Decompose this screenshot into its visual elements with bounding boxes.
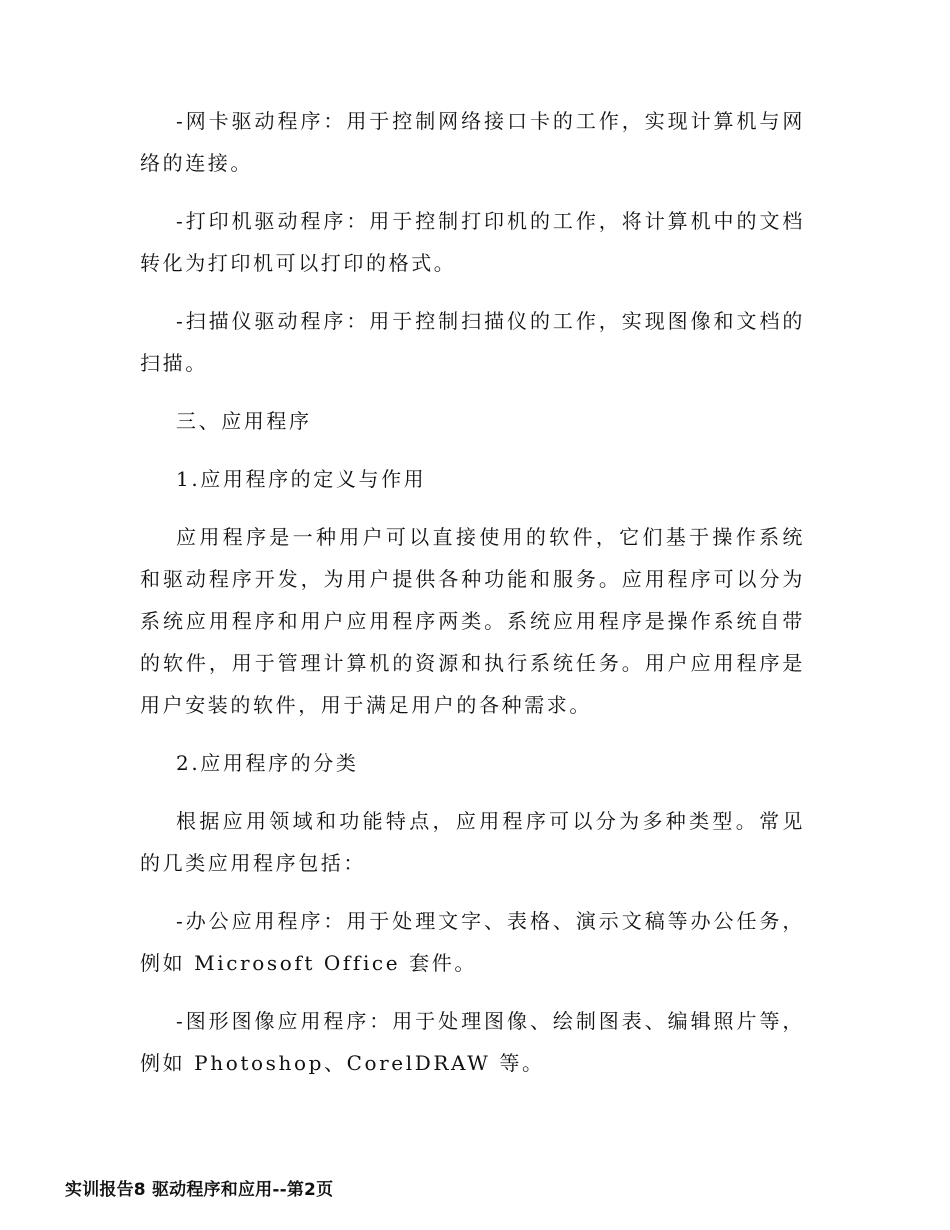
subheading-classification: 2.应用程序的分类 [176,751,359,775]
section-heading-applications: 三、应用程序 [176,409,312,433]
paragraph-classification: 根据应用领域和功能特点，应用程序可以分为多种类型。常见的几类应用程序包括： [140,809,805,875]
paragraph-office-apps: -办公应用程序：用于处理文字、表格、演示文稿等办公任务，例如 Microsoft Office 套件。 [140,909,805,975]
paragraph-definition: 应用程序是一种用户可以直接使用的软件，它们基于操作系统和驱动程序开发，为用户提供各种功能和服务。应用程序可以分为系统应用程序和用户应用程序两类。系统应用程序是操作系统自带的软件，用于管理计算机的资源和执行系统任务。用户应用程序是用户安装的软件，用于满足用户的各种需求。 [140,525,805,717]
paragraph-nic-driver: -网卡驱动程序：用于控制网络接口卡的工作，实现计算机与网络的连接。 [140,109,805,175]
paragraph-graphics-apps: -图形图像应用程序：用于处理图像、绘制图表、编辑照片等，例如 Photoshop、CorelDRAW 等。 [140,1009,805,1075]
subheading-definition: 1.应用程序的定义与作用 [176,467,427,491]
document-body [140,100,805,1084]
paragraph-printer-driver: -打印机驱动程序：用于控制打印机的工作，将计算机中的文档转化为打印机可以打印的格式。 [140,209,805,275]
page-footer: 实训报告8 驱动程序和应用--第2页 [65,1180,334,1200]
paragraph-scanner-driver: -扫描仪驱动程序：用于控制扫描仪的工作，实现图像和文档的扫描。 [140,309,805,375]
